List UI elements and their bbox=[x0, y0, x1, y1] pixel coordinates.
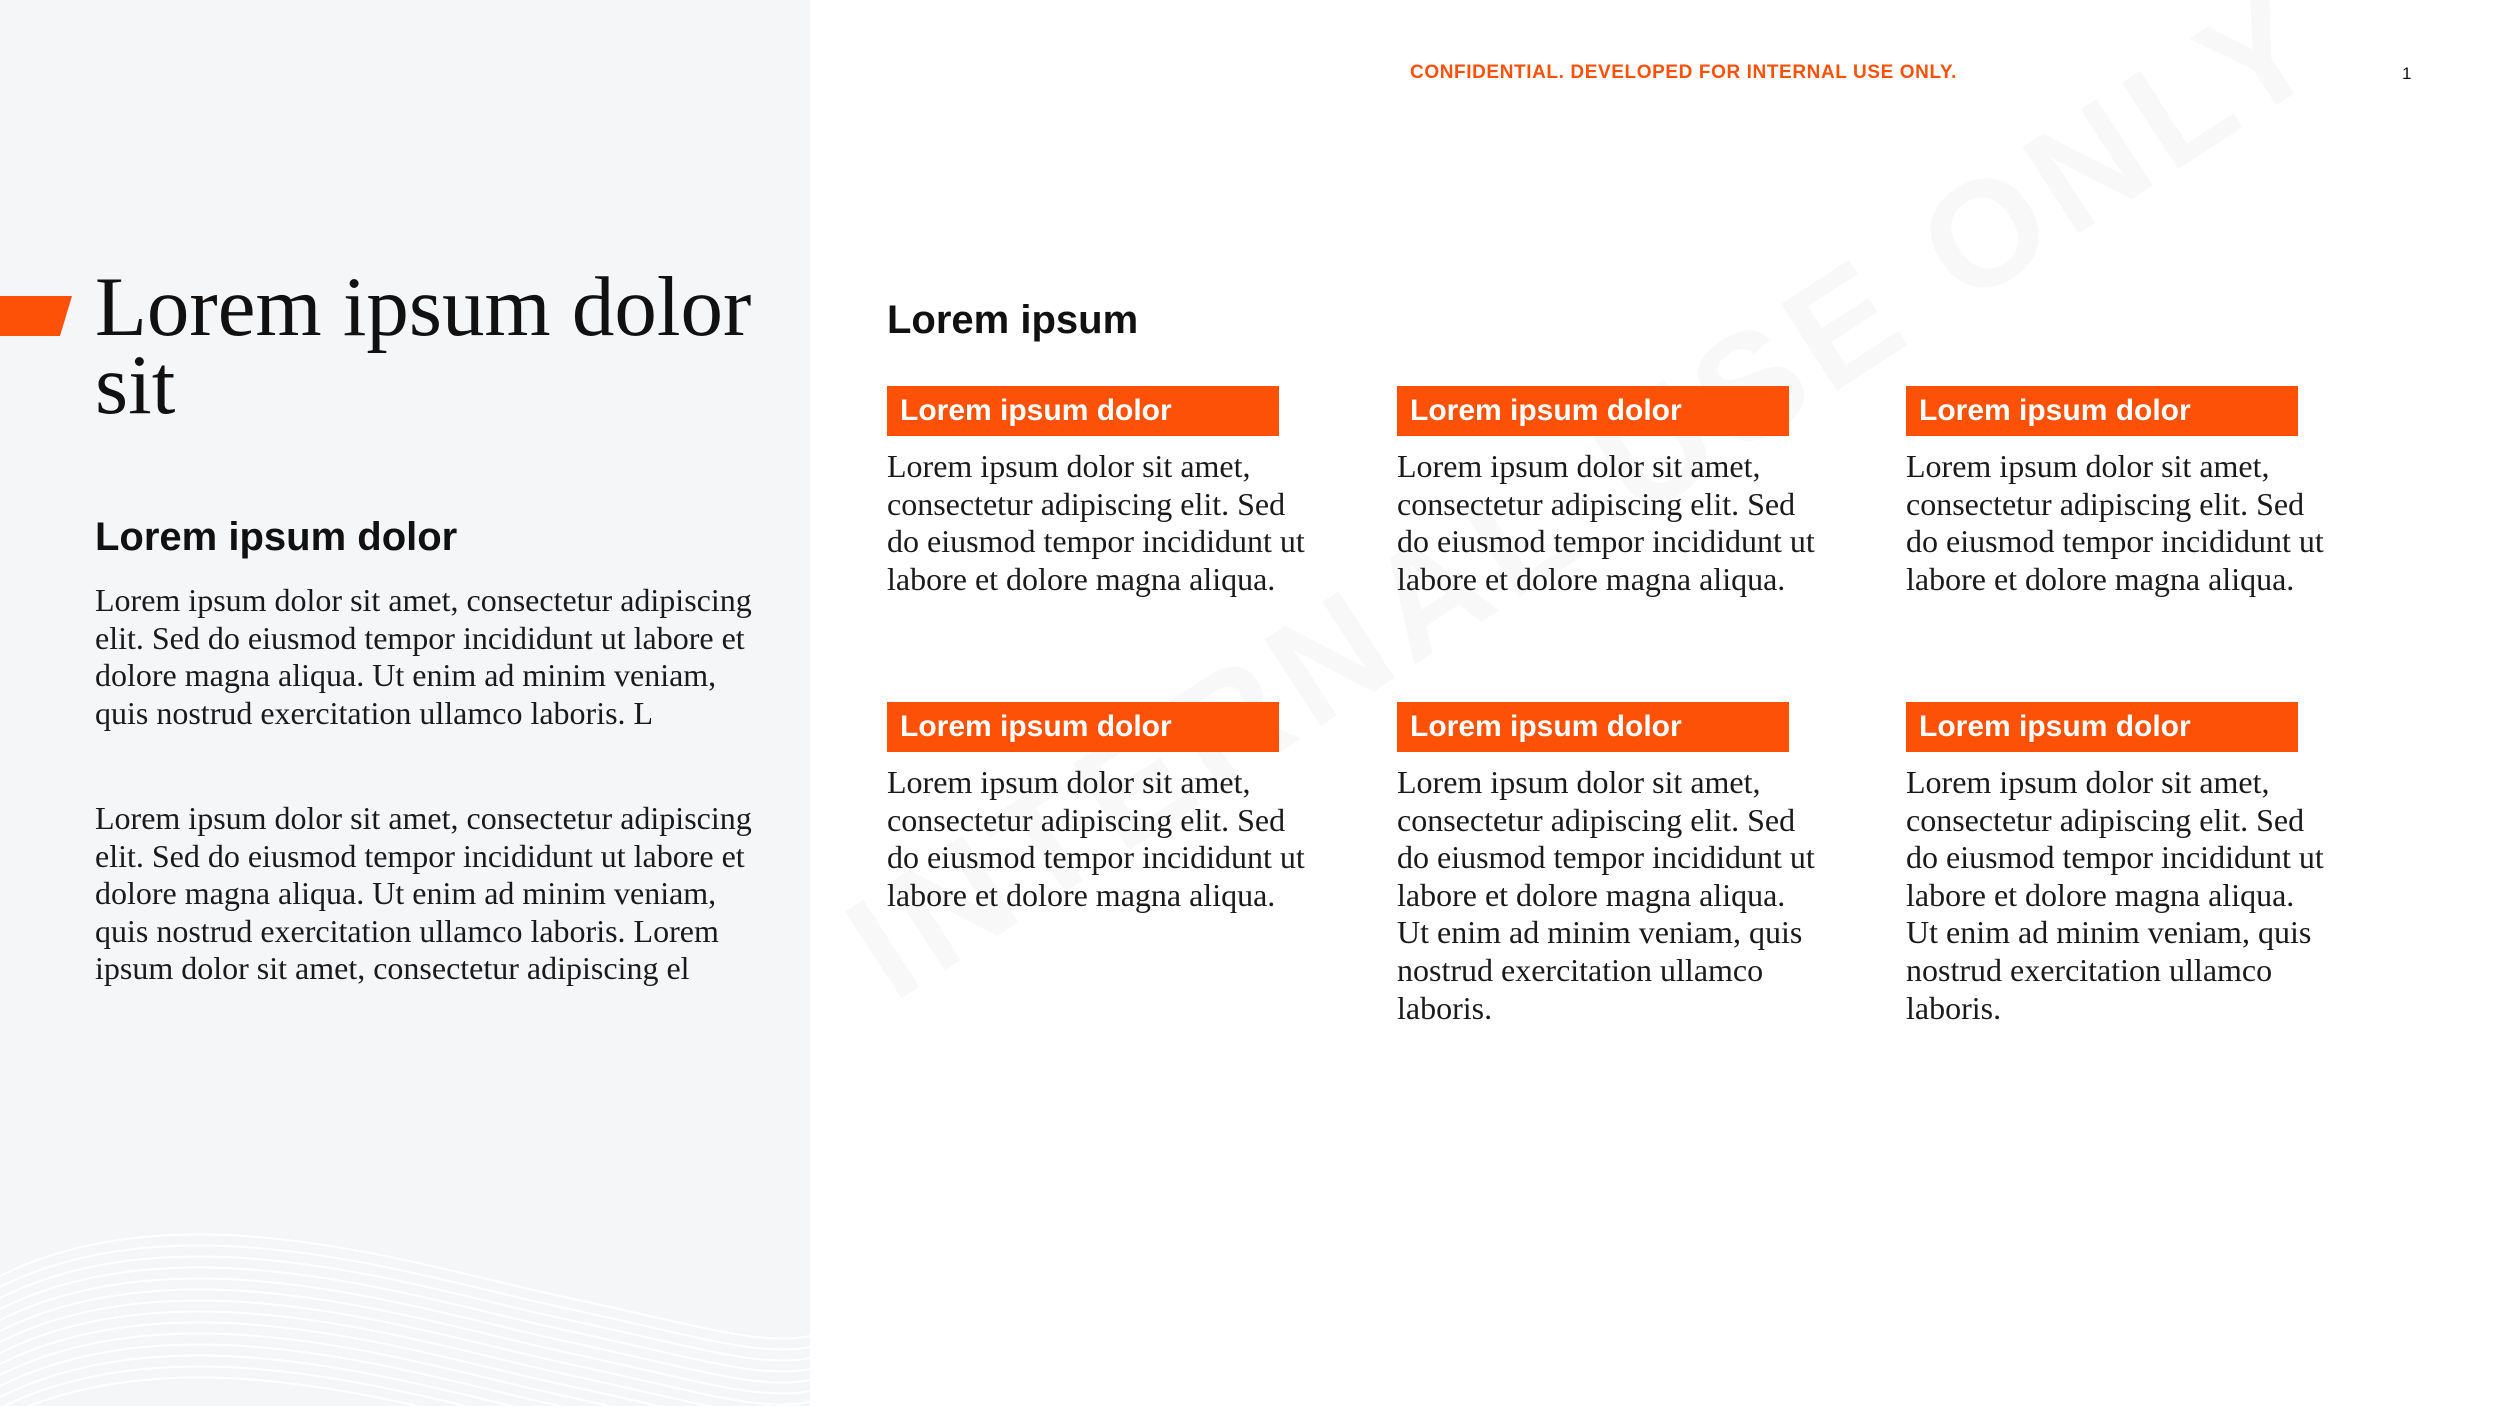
card-body: Lorem ipsum dolor sit amet, consectetur adipiscing elit. Sed do eiusmod tempor incididunt ut labore et dolore magna aliqua. bbox=[887, 448, 1305, 597]
section-title: Lorem ipsum bbox=[887, 298, 1139, 342]
card-body: Lorem ipsum dolor sit amet, consectetur adipiscing elit. Sed do eiusmod tempor incididunt ut labore et dolore magna aliqua. Ut enim ad minim veniam, quis nostrud exercitation ullamco laboris. bbox=[1906, 764, 2324, 1026]
confidential-notice: CONFIDENTIAL. DEVELOPED FOR INTERNAL USE ONLY. bbox=[1410, 62, 1957, 83]
info-card bbox=[887, 386, 1307, 598]
page-title: Lorem ipsum dolor sit bbox=[95, 260, 752, 432]
info-card bbox=[1906, 386, 2326, 598]
left-panel bbox=[0, 0, 810, 1406]
card-header: Lorem ipsum dolor bbox=[887, 702, 1279, 752]
page-number: 1 bbox=[2402, 64, 2412, 83]
info-card bbox=[1906, 702, 2326, 1027]
card-header: Lorem ipsum dolor bbox=[1397, 702, 1789, 752]
card-body: Lorem ipsum dolor sit amet, consectetur adipiscing elit. Sed do eiusmod tempor incididunt ut labore et dolore magna aliqua. bbox=[1906, 448, 2324, 597]
info-card bbox=[887, 702, 1307, 914]
card-header: Lorem ipsum dolor bbox=[1906, 386, 2298, 436]
info-card bbox=[1397, 386, 1817, 598]
card-header: Lorem ipsum dolor bbox=[1397, 386, 1789, 436]
wave-line bbox=[0, 1367, 810, 1406]
card-header: Lorem ipsum dolor bbox=[887, 386, 1279, 436]
card-body: Lorem ipsum dolor sit amet, consectetur adipiscing elit. Sed do eiusmod tempor incididunt ut labore et dolore magna aliqua. Ut enim ad minim veniam, quis nostrud exercitation ullamco laboris. bbox=[1397, 764, 1815, 1026]
accent-tab-shape bbox=[0, 296, 72, 336]
info-card bbox=[1397, 702, 1817, 1027]
card-body: Lorem ipsum dolor sit amet, consectetur adipiscing elit. Sed do eiusmod tempor incididunt ut labore et dolore magna aliqua. bbox=[1397, 448, 1815, 597]
decorative-waves bbox=[0, 1146, 810, 1406]
wave-line bbox=[0, 1356, 810, 1406]
wave-line bbox=[0, 1345, 810, 1406]
left-paragraph-1: Lorem ipsum dolor sit amet, consectetur adipiscing elit. Sed do eiusmod tempor incididunt ut labore et dolore magna aliqua. Ut enim ad minim veniam, quis nostrud exercitation ullamco laboris. L bbox=[95, 582, 752, 731]
left-paragraph-2: Lorem ipsum dolor sit amet, consectetur adipiscing elit. Sed do eiusmod tempor incididunt ut labore et dolore magna aliqua. Ut enim ad minim veniam, quis nostrud exercitation ullamco laboris. Lorem ipsum dolor sit amet, consectetur adipiscing el bbox=[95, 800, 752, 986]
left-subheading: Lorem ipsum dolor bbox=[95, 515, 458, 559]
card-header: Lorem ipsum dolor bbox=[1906, 702, 2298, 752]
card-body: Lorem ipsum dolor sit amet, consectetur adipiscing elit. Sed do eiusmod tempor incididunt ut labore et dolore magna aliqua. bbox=[887, 764, 1305, 913]
